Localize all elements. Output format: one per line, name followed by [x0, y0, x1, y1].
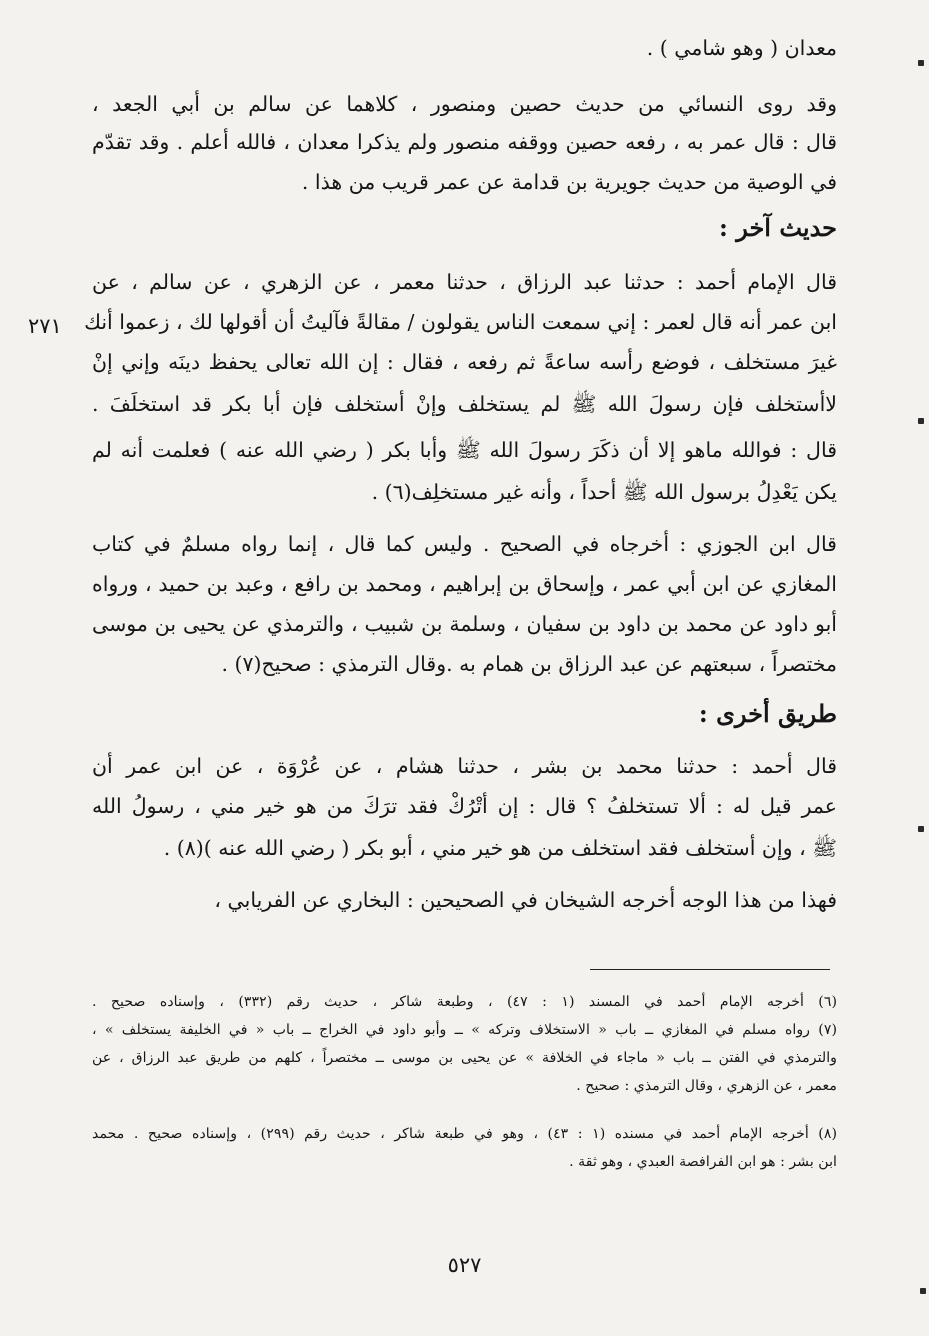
body-line-15: قال أحمد : حدثنا محمد بن بشر ، حدثنا هشام ، عن عُرْوَة ، عن ابن عمر أن [92, 754, 837, 778]
body-line-18: فهذا من هذا الوجه أخرجه الشيخان في الصحيحين : البخاري عن الفريابي ، [214, 888, 837, 912]
body-line-10: يكن يَعْدِلُ برسول الله ﷺ أحداً ، وأنه غير مستخلِف(٦) . [371, 480, 837, 504]
marginal-page-number: ٢٧١ [28, 314, 62, 338]
body-line-12: المغازي عن ابن أبي عمر ، وإسحاق بن إبراهيم ، ومحمد بن رافع ، وعبد بن حميد ، ورواه [92, 572, 837, 596]
footnote-line-6: ابن بشر : هو ابن الفرافصة العبدي ، وهو ثقة . [569, 1154, 837, 1170]
page-number: ٥٢٧ [447, 1253, 482, 1277]
body-line-6: ابن عمر أنه قال لعمر : إني سمعت الناس يقولون / مقالةً فآليتُ أن أقولها لك ، زعموا أنك [84, 310, 837, 334]
body-line-2: وقد روى النسائي من حديث حصين ومنصور ، كلاهما عن سالم بن أبي الجعد ، [92, 92, 837, 116]
body-line-9: قال : فوالله ماهو إلا أن ذكَرَ رسولَ الله ﷺ وأبا بكر ( رضي الله عنه ) فعلمت أنه لم [92, 438, 837, 462]
footnote-line-2: (٧) رواه مسلم في المغازي ــ باب « الاستخلاف وتركه » ــ وأبو داود في الخراج ــ باب « في الخليفة يستخلف » ، [92, 1022, 837, 1038]
scan-mark [920, 1288, 926, 1294]
body-line-17: ﷺ ، وإن أستخلف فقد استخلف من هو خير مني ، أبو بكر ( رضي الله عنه )(٨) . [163, 836, 837, 860]
body-line-16: عمر قيل له : ألا تستخلفُ ؟ قال : إن أتْرُكْ فقد ترَكَ من هو خير مني ، رسولُ الله [92, 794, 837, 818]
body-line-3: قال : قال عمر به ، رفعه حصين ووقفه منصور ولم يذكرا معدان ، فالله أعلم . وقد تقدّم [92, 130, 838, 154]
scan-mark [918, 826, 924, 832]
footnote-line-1: (٦) أخرجه الإمام أحمد في المسند (١ : ٤٧) ، وطبعة شاكر ، حديث رقم (٣٣٢) ، وإسناده صحيح . [92, 994, 837, 1010]
body-line-1: معدان ( وهو شامي ) . [646, 36, 837, 60]
body-line-7: غيرَ مستخلف ، فوضع رأسه ساعةً ثم رفعه ، فقال : إن الله تعالى يحفظ دينَه وإني إنْ [92, 350, 837, 374]
footnote-line-3: والترمذي في الفتن ــ باب « ماجاء في الخلافة » عن يحيى بن موسى ــ مختصراً ، كلهم من طريق عبد الرزاق ، عن [92, 1050, 837, 1066]
footnote-separator [590, 969, 830, 970]
section-heading-1: حديث آخر : [719, 213, 837, 242]
body-line-13: أبو داود عن محمد بن داود بن سفيان ، وسلمة بن شبيب ، والترمذي عن يحيى بن موسى [92, 612, 837, 636]
body-line-5: قال الإمام أحمد : حدثنا عبد الرزاق ، حدثنا معمر ، عن الزهري ، عن سالم ، عن [92, 270, 837, 294]
section-heading-2: طريق أخرى : [698, 699, 837, 728]
footnote-line-4: معمر ، عن الزهري ، وقال الترمذي : صحيح . [576, 1078, 837, 1094]
footnote-line-5: (٨) أخرجه الإمام أحمد في مسنده (١ : ٤٣) ، وهو في طبعة شاكر ، حديث رقم (٢٩٩) ، وإسناده صحيح . محمد [92, 1126, 837, 1142]
scan-mark [918, 418, 924, 424]
body-line-11: قال ابن الجوزي : أخرجاه في الصحيح . وليس كما قال ، إنما رواه مسلمٌ في كتاب [92, 532, 837, 556]
body-line-4: في الوصية من حديث جويرية بن قدامة عن عمر قريب من هذا . [301, 170, 837, 194]
scan-mark [918, 60, 924, 66]
body-line-8: لاأستخلف فإن رسولَ الله ﷺ لم يستخلف وإنْ أستخلف فإن أبا بكر قد استخلَفَ . [92, 392, 837, 416]
body-line-14: مختصراً ، سبعتهم عن عبد الرزاق بن همام به .وقال الترمذي : صحيح(٧) . [221, 652, 837, 676]
